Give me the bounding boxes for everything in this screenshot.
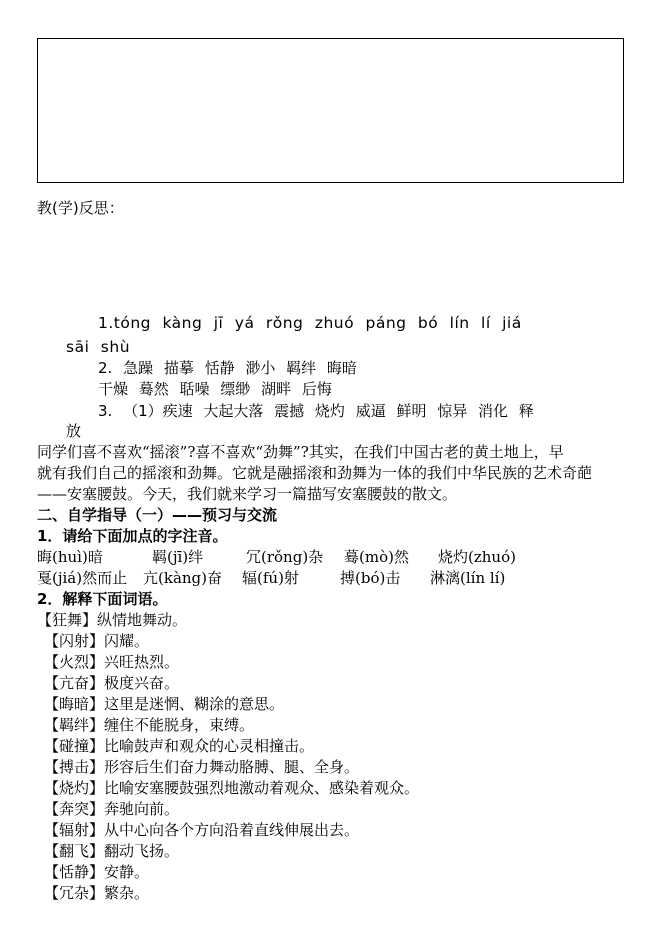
section-title: 二、自学指导（一）——预习与交流 <box>37 506 278 524</box>
intro-line-3: ——安塞腰鼓。今天，我们就来学习一篇描写安塞腰鼓的散文。 <box>37 485 458 503</box>
answer-line-3a: 3. （1）疾速 大起大落 震撼 烧灼 威逼 鲜明 惊异 消化 释 <box>98 402 534 420</box>
definition-item: 【恬静】安静。 <box>44 863 150 881</box>
definition-item: 【狂舞】纵情地舞动。 <box>37 611 188 629</box>
pinyin-item: 淋漓(lín lí) <box>430 569 506 587</box>
definition-item: 【羁绊】缠住不能脱身，束缚。 <box>44 716 255 734</box>
definition-item: 【搏击】形容后生们奋力舞动胳膊、腿、全身。 <box>44 758 360 776</box>
intro-line-2: 就有我们自己的摇滚和劲舞。它就是融摇滚和劲舞为一体的我们中华民族的艺术奇葩 <box>37 464 593 482</box>
definition-item: 【冗杂】繁杂。 <box>44 884 150 902</box>
blank-answer-box <box>37 38 624 183</box>
definition-item: 【晦暗】这里是迷惘、糊涂的意思。 <box>44 695 285 713</box>
pinyin-item: 亢(kàng)奋 <box>143 569 222 587</box>
answer-line-3b: 放 <box>66 422 82 440</box>
pinyin-item: 羁(jī)绊 <box>152 548 204 566</box>
answer-line-1a: 1.tóng kàng jī yá rǒng zhuó páng bó lín lí jiá <box>98 314 522 332</box>
question-2-title: 2．解释下面词语。 <box>37 590 168 608</box>
pinyin-item: 烧灼(zhuó) <box>438 548 516 566</box>
definition-item: 【奔突】奔驰向前。 <box>44 800 180 818</box>
pinyin-item: 晦(huì)暗 <box>37 548 103 566</box>
definition-item: 【烧灼】比喻安塞腰鼓强烈地激动着观众、感染着观众。 <box>44 779 420 797</box>
pinyin-item: 搏(bó)击 <box>340 569 401 587</box>
reflection-label: 教(学)反思： <box>37 199 124 217</box>
definition-item: 【火烈】兴旺热烈。 <box>44 653 180 671</box>
intro-line-1: 同学们喜不喜欢“摇滚”?喜不喜欢“劲舞”?其实，在我们中国古老的黄土地上，早 <box>37 443 564 461</box>
definition-item: 【辐射】从中心向各个方向沿着直线伸展出去。 <box>44 821 360 839</box>
pinyin-item: 冗(rǒng)杂 <box>246 548 324 566</box>
answer-line-2b: 干燥 蓦然 聒噪 缥缈 湖畔 后悔 <box>98 380 332 398</box>
answer-line-1b: sāi shù <box>66 338 131 356</box>
pinyin-item: 戛(jiá)然而止 <box>37 569 128 587</box>
definition-item: 【亢奋】极度兴奋。 <box>44 674 180 692</box>
pinyin-item: 辐(fú)射 <box>242 569 299 587</box>
definition-item: 【碰撞】比喻鼓声和观众的心灵相撞击。 <box>44 737 315 755</box>
question-1-title: 1．请给下面加点的字注音。 <box>37 527 228 545</box>
pinyin-item: 蓦(mò)然 <box>344 548 409 566</box>
answer-line-2a: 2. 急躁 描摹 恬静 渺小 羁绊 晦暗 <box>98 359 357 377</box>
definition-item: 【翻飞】翻动飞扬。 <box>44 842 180 860</box>
definition-item: 【闪射】闪耀。 <box>44 632 150 650</box>
